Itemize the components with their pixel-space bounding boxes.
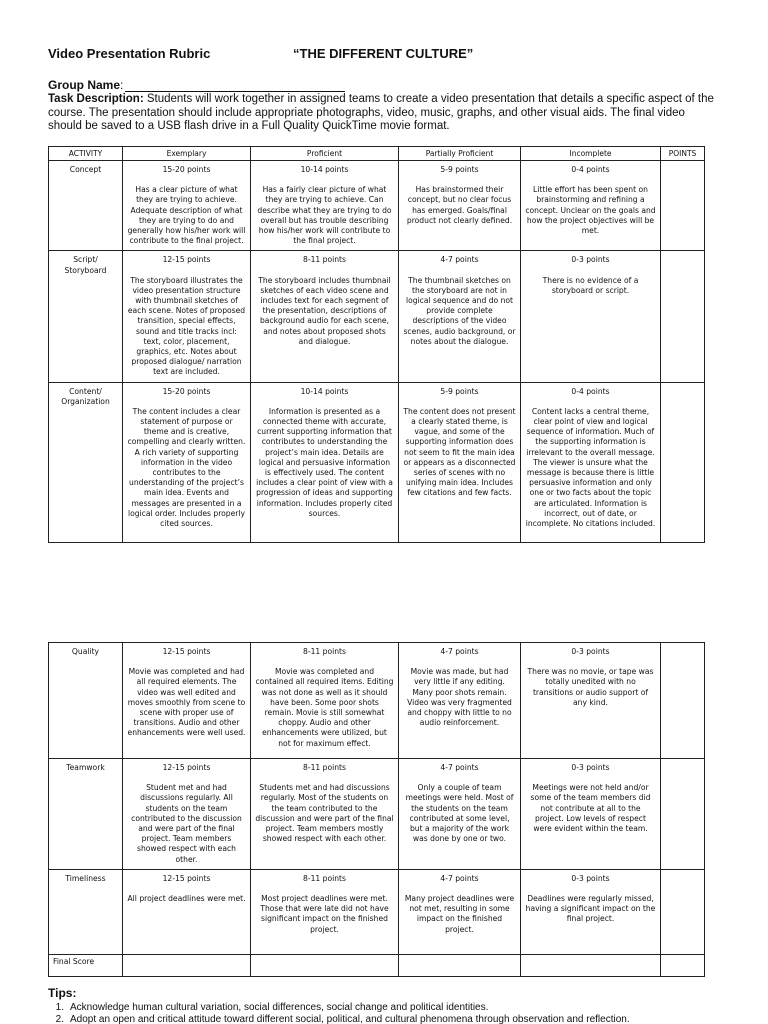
points-range: 12-15 points — [162, 255, 211, 265]
task-description — [48, 93, 720, 134]
column-header-incomplete: Incomplete — [521, 147, 661, 161]
criteria-text: Meetings were not held and/or some of the team members did not contribute at all to the project. Low levels of respect were evident within the team. — [530, 783, 651, 834]
rubric-cell — [399, 251, 521, 382]
points-range: 4-7 points — [440, 873, 479, 883]
table-header-row — [49, 147, 705, 161]
points-range: 4-7 points — [440, 255, 479, 265]
points-range: 10-14 points — [300, 386, 349, 396]
points-range: 4-7 points — [440, 763, 479, 772]
rubric-cell — [521, 382, 661, 542]
points-cell[interactable] — [661, 382, 705, 542]
criteria-text: The storyboard includes thumbnail sketches of each video scene and includes text for each segment of the presentation, descriptions of background audio for each scene, and notes about proposed shots and dialogue. — [258, 275, 391, 346]
points-range: 0-3 points — [571, 873, 610, 883]
points-range: 5-9 points — [440, 165, 479, 174]
activity-label: Content/ Organization — [49, 382, 123, 542]
criteria-text: Has a clear picture of what they are trying to achieve. Adequate description of what they are trying to do and generally how his/her work will contribute to the final project. — [127, 185, 246, 246]
final-score-label: Final Score — [49, 954, 123, 976]
document-subtitle: “THE DIFFERENT CULTURE” — [293, 46, 474, 61]
points-range: 8-11 points — [303, 763, 346, 772]
points-cell[interactable] — [661, 251, 705, 382]
points-range: 15-20 points — [162, 165, 211, 174]
list-item — [48, 1014, 738, 1024]
rubric-table-page1 — [48, 146, 705, 543]
rubric-cell — [123, 869, 251, 954]
criteria-text: Movie was completed and had all required elements. The video was well edited and moves smoothly from scene to scene with proper use of transitions. Audio and other enhancements were well used. — [127, 667, 246, 738]
column-header-proficient: Proficient — [251, 147, 399, 161]
rubric-cell — [521, 161, 661, 251]
rubric-cell — [521, 643, 661, 759]
rubric-cell — [521, 869, 661, 954]
points-range: 0-4 points — [571, 165, 610, 174]
criteria-text: Movie was completed and contained all required items. Editing was not done as well as it should have been. Some poor shots remain. Movie is still somewhat choppy. Audio and other enhancements were utilized, but not for maximum effect. — [255, 667, 394, 748]
criteria-text: Has a fairly clear picture of what they are trying to achieve. Can describe what they are trying to do overall but has trouble describing how his/her work will contribute to the final project. — [257, 185, 392, 246]
tip-number: 1. — [55, 1002, 64, 1013]
title-row — [48, 46, 728, 68]
task-description-text: Students will work together in assigned teams to create a video presentation that details a specific aspect of the course. The presentation should include appropriate photographs, video, music, graphs, and other visual aids. The final video should be saved to a USB flash drive in a Full Quality QuickTime movie format. — [48, 93, 714, 132]
activity-label: Teamwork — [49, 759, 123, 870]
activity-label: Concept — [49, 161, 123, 251]
points-range: 8-11 points — [303, 873, 346, 883]
final-score-points-cell[interactable] — [661, 954, 705, 976]
points-range: 0-4 points — [571, 386, 610, 396]
points-cell[interactable] — [661, 643, 705, 759]
points-range: 12-15 points — [162, 873, 211, 883]
rubric-table-page2 — [48, 642, 705, 977]
rubric-cell — [521, 251, 661, 382]
points-range: 0-3 points — [571, 763, 610, 772]
group-name-blank-line — [125, 80, 345, 92]
table-row — [49, 643, 705, 759]
criteria-text: Content lacks a central theme, clear point of view and logical sequence of information. Much of the supporting information is irrelevant to the overall message. The viewer is unsure what the message is because there is little persuasive information and only one or two facts about the topic are articulated. Information is incorrect, out of date, or incomplete. No citations included. — [525, 406, 656, 529]
criteria-text: Student met and had discussions regularly. All students on the team contributed to the discussion and were part of the final project. Team members showed respect with each other. — [131, 783, 242, 864]
criteria-text: Only a couple of team meetings were held. Most of the students on the team contributed at some level, but a majority of the work was done by one or two. — [405, 783, 514, 844]
list-item — [48, 1002, 738, 1014]
points-cell[interactable] — [661, 161, 705, 251]
rubric-cell — [399, 382, 521, 542]
criteria-text: There was no movie, or tape was totally unedited with no transitions or audio support of any kind. — [527, 667, 654, 707]
final-score-cell — [399, 954, 521, 976]
points-cell[interactable] — [661, 759, 705, 870]
points-range: 8-11 points — [303, 255, 346, 265]
rubric-cell — [123, 251, 251, 382]
rubric-cell — [123, 643, 251, 759]
rubric-cell — [123, 161, 251, 251]
rubric-cell — [521, 759, 661, 870]
criteria-text: Students met and had discussions regularly. Most of the students on the team contributed to the discussion and were part of the final project. Team members mostly showed respect with each other. — [255, 783, 394, 844]
rubric-cell — [251, 161, 399, 251]
points-range: 0-3 points — [571, 647, 610, 656]
points-range: 10-14 points — [300, 165, 349, 174]
tip-number: 2. — [55, 1013, 64, 1024]
points-range: 8-11 points — [303, 647, 346, 656]
criteria-text: Many project deadlines were not met, resulting in some impact on the finished project. — [404, 894, 515, 934]
table-row — [49, 161, 705, 251]
table-row — [49, 869, 705, 954]
column-header-partially-proficient: Partially Proficient — [399, 147, 521, 161]
points-range: 5-9 points — [440, 386, 479, 396]
final-score-cell — [251, 954, 399, 976]
criteria-text: The storyboard illustrates the video presentation structure with thumbnail sketches of each scene. Notes of proposed transition, special effects, sound and title tracks incl: text, color, placement, graphics, etc. Notes about proposed dialogue/ narration text are included. — [127, 275, 246, 377]
criteria-text: Deadlines were regularly missed, having a significant impact on the final project. — [525, 894, 656, 924]
criteria-text: Movie was made, but had very little if any editing. Many poor shots remain. Video was very fragmented and choppy with little to no audio reinforcement. — [407, 667, 512, 728]
points-range: 12-15 points — [162, 763, 211, 772]
group-name-colon: : — [120, 78, 124, 92]
criteria-text: There is no evidence of a storyboard or script. — [542, 275, 639, 295]
rubric-cell — [399, 869, 521, 954]
rubric-cell — [123, 759, 251, 870]
tips-title: Tips: — [48, 986, 77, 1000]
activity-label: Timeliness — [49, 869, 123, 954]
points-range: 0-3 points — [571, 255, 610, 265]
rubric-cell — [399, 643, 521, 759]
criteria-text: Most project deadlines were met. Those that were late did not have significant impact on the finished project. — [260, 894, 389, 934]
criteria-text: The content does not present a clearly stated theme, is vague, and some of the supporting information does not seem to fit the main idea or appears as a disconnected series of scenes with no unifying main idea. Includes few citations and few facts. — [403, 406, 516, 498]
criteria-text: Has brainstormed their concept, but no clear focus has emerged. Goals/final product not clearly defined. — [406, 185, 513, 225]
rubric-cell — [251, 251, 399, 382]
group-name-label: Group Name — [48, 78, 121, 92]
criteria-text: Little effort has been spent on brainstorming and refining a concept. Unclear on the goals and how the project objectives will be met. — [525, 185, 656, 236]
tip-text: Acknowledge human cultural variation, social differences, social change and political identities. — [70, 1002, 489, 1013]
group-name-row — [48, 78, 345, 92]
table-row — [49, 759, 705, 870]
rubric-cell — [251, 869, 399, 954]
tips-section — [48, 986, 738, 1024]
activity-label: Script/ Storyboard — [49, 251, 123, 382]
final-score-cell — [123, 954, 251, 976]
tips-list — [48, 1002, 738, 1024]
criteria-text: The thumbnail sketches on the storyboard are not in logical sequence and do not provide complete descriptions of the video scenes, audio background, or notes about the dialogue. — [403, 275, 516, 346]
column-header-activity: ACTIVITY — [49, 147, 123, 161]
points-range: 15-20 points — [162, 386, 211, 396]
activity-label: Quality — [49, 643, 123, 759]
document-title: Video Presentation Rubric — [48, 46, 211, 61]
column-header-points: POINTS — [661, 147, 705, 161]
points-range: 4-7 points — [440, 647, 479, 656]
final-score-row — [49, 954, 705, 976]
rubric-cell — [123, 382, 251, 542]
criteria-text: The content includes a clear statement of purpose or theme and is creative, compelling and clearly written. A rich variety of supporting information in the video contributes to the understanding of the project’s main idea. Events and messages are presented in a logical order. Includes properly cited sources. — [127, 406, 246, 529]
task-description-label: Task Description: — [48, 93, 144, 105]
criteria-text: Information is presented as a connected theme with accurate, current supporting information that contributes to understanding the project’s main idea. Details are logical and persuasive information is effectively used. The content includes a clear point of view with a progression of ideas and supporting information. Includes properly cited sources. — [256, 406, 393, 518]
rubric-cell — [251, 382, 399, 542]
points-cell[interactable] — [661, 869, 705, 954]
table-row — [49, 382, 705, 542]
tip-text: Adopt an open and critical attitude toward different social, political, and cultural phenomena through observation and reflection. — [70, 1013, 630, 1024]
rubric-cell — [251, 643, 399, 759]
criteria-text: All project deadlines were met. — [127, 894, 246, 904]
rubric-cell — [399, 759, 521, 870]
final-score-cell — [521, 954, 661, 976]
table-row — [49, 251, 705, 382]
column-header-exemplary: Exemplary — [123, 147, 251, 161]
rubric-cell — [399, 161, 521, 251]
points-range: 12-15 points — [162, 647, 211, 656]
rubric-cell — [251, 759, 399, 870]
